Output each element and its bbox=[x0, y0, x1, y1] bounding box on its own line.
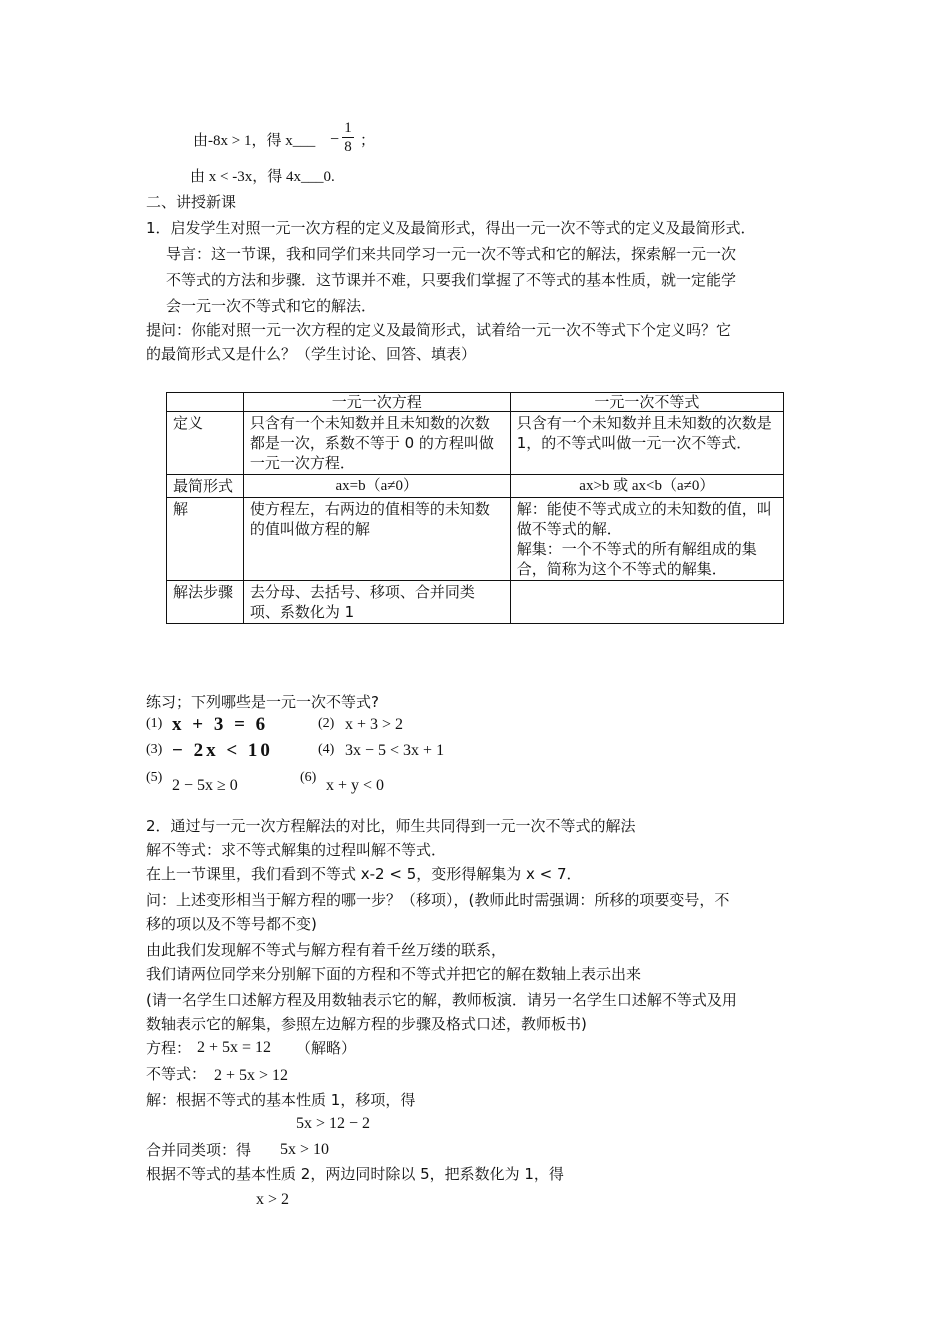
p2-line-5: 移的项以及不等号都不变) bbox=[146, 915, 317, 933]
practice-item-3-expr: − 2x < 10 bbox=[172, 740, 273, 761]
table-header-empty bbox=[167, 393, 244, 412]
step-2-label: 合并同类项：得 bbox=[146, 1141, 252, 1159]
table-row bbox=[167, 412, 784, 475]
equation-expr: 2 + 5x = 12 bbox=[197, 1039, 272, 1056]
practice-item-6-expr: x + y < 0 bbox=[326, 777, 385, 794]
p2-line-8: (请一名学生口述解方程及用数轴表示它的解，教师板演．请另一名学生口述解不等式及用 bbox=[146, 991, 737, 1009]
p1-line-3: 不等式的方法和步骤．这节课并不难，只要我们掌握了不等式的基本性质，就一定能学 bbox=[166, 271, 737, 289]
cell-ineq-simplest-form: ax>b 或 ax<b（a≠0） bbox=[510, 475, 783, 498]
p1-line-1: 1．启发学生对照一元一次方程的定义及最简形式，得出一元一次不等式的定义及最简形式． bbox=[146, 219, 756, 237]
comparison-table bbox=[166, 392, 784, 624]
p2-line-3: 在上一节课里，我们看到不等式 x-2 < 5，变形得解集为 x < 7． bbox=[146, 865, 582, 883]
section-2-title: 二、讲授新课 bbox=[146, 193, 237, 211]
practice-item-2-expr: x + 3 > 2 bbox=[345, 716, 404, 733]
cell-eq-definition: 只含有一个未知数并且未知数的次数都是一次，系数不等于 0 的方程叫做一元一次方程． bbox=[243, 412, 510, 475]
practice-item-4-expr: 3x − 5 < 3x + 1 bbox=[345, 742, 445, 759]
p2-line-7: 我们请两位同学来分别解下面的方程和不等式并把它的解在数轴上表示出来 bbox=[146, 965, 642, 983]
practice-item-6-num: (6) bbox=[300, 770, 317, 785]
fraction-denominator: 8 bbox=[344, 139, 352, 155]
cell-ineq-steps bbox=[510, 581, 783, 624]
practice-item-2-num: (2) bbox=[318, 716, 335, 731]
practice-item-5-num: (5) bbox=[146, 770, 163, 785]
cell-eq-simplest-form: ax=b（a≠0） bbox=[243, 475, 510, 498]
row-label-simplest-form: 最简形式 bbox=[167, 475, 244, 498]
inequality-expr: 2 + 5x > 12 bbox=[214, 1067, 289, 1084]
row-label-solution: 解 bbox=[167, 498, 244, 581]
cell-eq-steps: 去分母、去括号、移项、合并同类项、系数化为 1 bbox=[243, 581, 510, 624]
minus-sign: − bbox=[330, 131, 340, 148]
intro-line-1-prefix: 由-8x > 1，得 x___ bbox=[193, 133, 316, 149]
intro-line-2: 由 x < -3x，得 4x___0. bbox=[190, 169, 335, 185]
fraction-numerator: 1 bbox=[344, 120, 352, 136]
fraction-one-eighth bbox=[342, 119, 354, 156]
equation-note: （解略） bbox=[296, 1039, 357, 1057]
cell-ineq-definition: 只含有一个未知数并且未知数的次数是 1，的不等式叫做一元一次不等式． bbox=[510, 412, 783, 475]
question-line-1: 提问：你能对照一元一次方程的定义及最简形式，试着给一元一次不等式下个定义吗？它 bbox=[146, 321, 732, 339]
step-3-expr: x > 2 bbox=[256, 1191, 290, 1208]
practice-item-1-num: (1) bbox=[146, 716, 163, 731]
p2-line-2: 解不等式：求不等式解集的过程叫解不等式． bbox=[146, 841, 447, 859]
cell-ineq-solution-text: 解：能使不等式成立的未知数的值，叫做不等式的解． bbox=[516, 500, 772, 538]
step-2-expr: 5x > 10 bbox=[280, 1141, 330, 1158]
p2-line-6: 由此我们发现解不等式与解方程有着千丝万缕的联系， bbox=[146, 941, 507, 959]
p1-line-2: 导言：这一节课，我和同学们来共同学习一元一次不等式和它的解法，探索解一元一次 bbox=[166, 245, 737, 263]
step-3-text: 根据不等式的基本性质 2，两边同时除以 5，把系数化为 1，得 bbox=[146, 1165, 564, 1183]
cell-eq-solution: 使方程左，右两边的值相等的未知数的值叫做方程的解 bbox=[243, 498, 510, 581]
p2-line-4: 问：上述变形相当于解方程的哪一步？（移项），(教师此时需强调：所移的项要变号，不 bbox=[146, 891, 730, 909]
row-label-definition: 定义 bbox=[167, 412, 244, 475]
cell-ineq-solution bbox=[510, 498, 783, 581]
p1-line-4: 会一元一次不等式和它的解法． bbox=[166, 297, 377, 315]
question-line-2: 的最简形式又是什么？（学生讨论、回答、填表） bbox=[146, 345, 477, 363]
table-row bbox=[167, 581, 784, 624]
practice-title: 练习；下列哪些是一元一次不等式? bbox=[146, 693, 379, 711]
practice-item-1-expr: x + 3 = 6 bbox=[172, 714, 269, 735]
step-1-expr: 5x > 12 − 2 bbox=[296, 1115, 371, 1132]
practice-item-4-num: (4) bbox=[318, 742, 335, 757]
intro-line-1-suffix: ； bbox=[360, 131, 376, 149]
practice-item-3-num: (3) bbox=[146, 742, 163, 757]
table-row bbox=[167, 475, 784, 498]
table-header-row bbox=[167, 393, 784, 412]
step-1-text: 解：根据不等式的基本性质 1，移项，得 bbox=[146, 1091, 416, 1109]
equation-label: 方程： bbox=[146, 1039, 192, 1057]
p2-line-1: 2．通过与一元一次方程解法的对比，师生共同得到一元一次不等式的解法 bbox=[146, 817, 636, 835]
p2-line-9: 数轴表示它的解集，参照左边解方程的步骤及格式口述，教师板书) bbox=[146, 1015, 587, 1033]
inequality-label: 不等式： bbox=[146, 1065, 207, 1083]
table-row bbox=[167, 498, 784, 581]
table-header-equation: 一元一次方程 bbox=[243, 393, 510, 412]
intro-line-1 bbox=[193, 130, 315, 151]
cell-ineq-solution-set-text: 解集：一个不等式的所有解组成的集合，简称为这个不等式的解集． bbox=[516, 540, 757, 578]
row-label-steps: 解法步骤 bbox=[167, 581, 244, 624]
table-header-inequality: 一元一次不等式 bbox=[510, 393, 783, 412]
practice-item-5-expr: 2 − 5x ≥ 0 bbox=[172, 777, 238, 794]
